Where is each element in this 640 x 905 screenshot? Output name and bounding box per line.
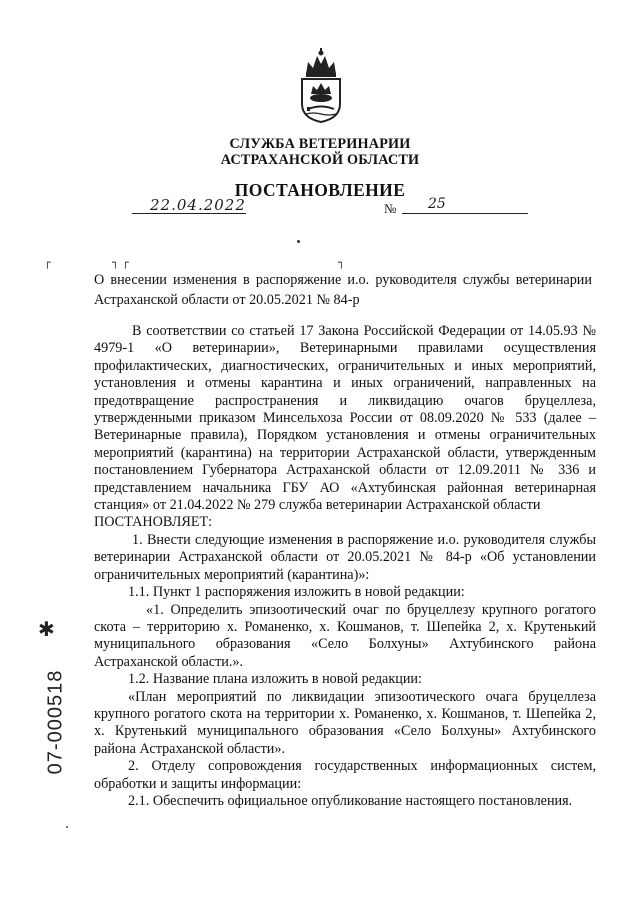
organization-name-line2: АСТРАХАНСКОЙ ОБЛАСТИ bbox=[220, 152, 420, 168]
preamble-paragraph: В соответствии со статьей 17 Закона Российской Федерации от 14.05.93 № 4979-1 «О ветеринарии», Ветеринарными правилами осуществления профилактических, диагностических, ограничительных и иных мероприятий, установления и отмены карантина и иных ограничений, направленных на предотвращение распространения и ликвидацию очагов бруцеллеза, утвержденными приказом Минсельхоза России от 08.09.2020 № 533 (далее – Ветеринарные правила), Порядком установления и отмены ограничительных мероприятий (карантина) на территории Астраханской области, утвержденным постановлением Губернатора Астраханской области от 12.09.2011 № 336 и представлением начальника ГБУ АО «Ахтубинская районная ветеринарная станция» от 21.04.2022 № 279 служба ветеринарии Астраханской области bbox=[94, 323, 596, 514]
organization-name-line1: СЛУЖБА ВЕТЕРИНАРИИ bbox=[229, 136, 411, 152]
paragraph-1: 1. Внести следующие изменения в распоряжение и.о. руководителя службы ветеринарии Астраханской области от 20.05.2021 № 84-р «Об установлении ограничительных мероприятий (карантина)»: bbox=[94, 531, 596, 583]
paragraph-2-1: 2.1. Обеспечить официальное опубликование настоящего постановления. bbox=[128, 792, 573, 809]
number-underline bbox=[402, 212, 528, 214]
decree-heading: ПОСТАНОВЛЯЕТ: bbox=[94, 514, 213, 531]
paragraph-1-2: 1.2. Название плана изложить в новой редакции: bbox=[128, 671, 422, 688]
stray-dot bbox=[297, 240, 300, 243]
paragraph-1-1-text: «1. Определить эпизоотический очаг по бруцеллезу крупного рогатого скота – территорию х. Романенко, х. Кошманов, т. Шепейка 2, х. Крутенький муниципального образования «Село Болхуны» Ахтубинского района Астраханской области.». bbox=[94, 601, 596, 670]
number-label: № bbox=[384, 201, 397, 216]
document-subject: О внесении изменения в распоряжение и.о. руководителя службы ветеринарии Астраханской области от 20.05.2021 № 84-р bbox=[94, 272, 592, 308]
registration-code: 07-000518 bbox=[44, 669, 67, 775]
document-number: 25 bbox=[428, 196, 446, 212]
document-date: 22.04.2022 bbox=[150, 196, 246, 214]
paragraph-1-1: 1.1. Пункт 1 распоряжения изложить в новой редакции: bbox=[128, 584, 465, 601]
paragraph-1-2-text: «План мероприятий по ликвидации эпизоотического очага бруцеллеза крупного рогатого скота на территории х. Романенко, х. Кошманов, т. Шепейка 2, х. Крутенький муниципального образования «Село Болхуны» Ахтубинского района Астраханской области». bbox=[94, 688, 596, 757]
astrakhan-coat-of-arms-icon bbox=[298, 46, 344, 124]
stray-mark bbox=[66, 826, 68, 828]
corner-mark-right: ┐ bbox=[338, 256, 345, 269]
margin-star-mark: ✱ bbox=[38, 619, 55, 641]
corner-mark-inner-left: ┌ bbox=[122, 256, 129, 269]
document-body bbox=[94, 323, 596, 810]
paragraph-2: 2. Отделу сопровождения государственных информационных систем, обработки и защиты информации: bbox=[94, 758, 596, 792]
corner-mark-inner-right: ┐ bbox=[112, 256, 119, 269]
date-underline bbox=[132, 212, 246, 214]
corner-mark-left: ┌ bbox=[44, 256, 51, 269]
document-title: ПОСТАНОВЛЕНИЕ bbox=[234, 180, 406, 200]
